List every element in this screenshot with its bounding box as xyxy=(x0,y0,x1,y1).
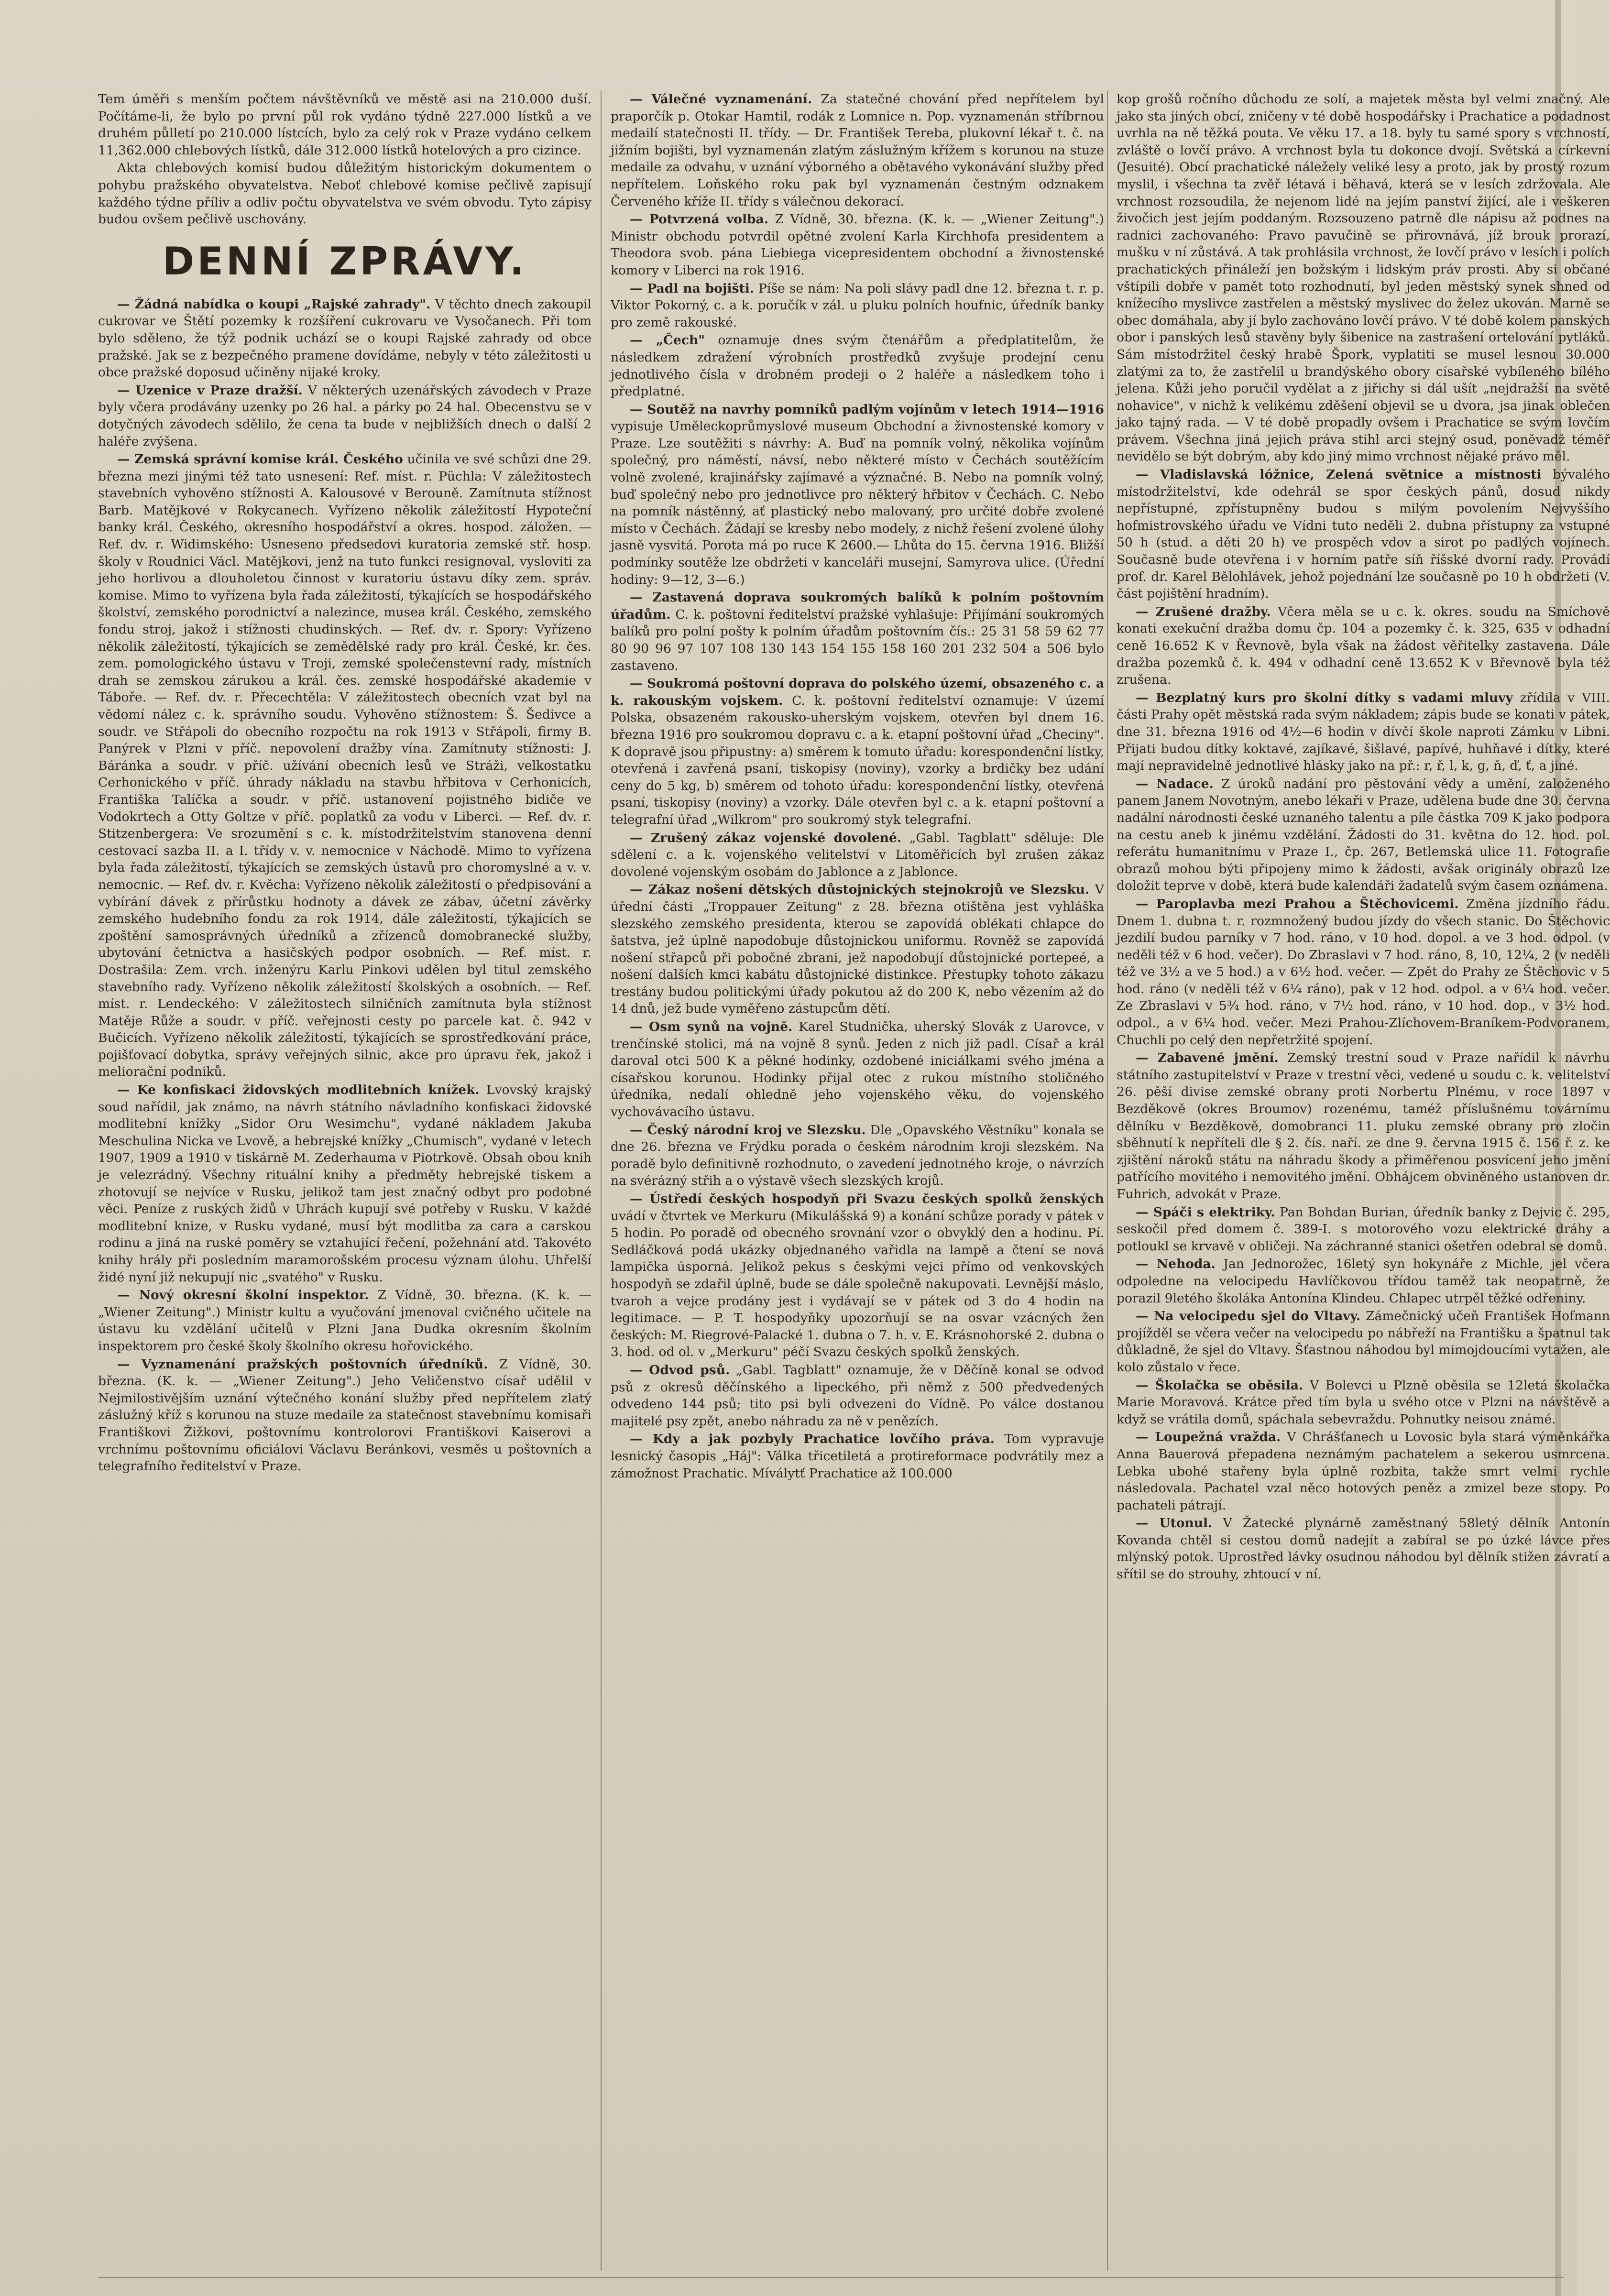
column-rule xyxy=(601,91,602,2271)
article-headline: — Kdy a jak pozbyly Prachatice lovčího práva. xyxy=(630,1432,995,1447)
article-text: V Bolevci u Plzně oběsila se 12letá školačka Marie Moravová. Krátce před tím byla u svého otce v Plzni na návštěvě a když se vrátila domů, spáchala sebevraždu. Pohnutky neisou známé. xyxy=(1117,1378,1610,1427)
article-paragraph xyxy=(1117,603,1610,689)
article-paragraph xyxy=(611,280,1104,331)
article-paragraph xyxy=(98,160,591,228)
article-text: V Chrášťanech u Lovosic byla stará výměnkářka Anna Bauerová přepadena neznámým pachatelem a sekerou usmrcena. Lebka ubohé stařeny byla úplně rozbita, takže smrt velmi rychle následovala. Pachatel vzal něco hotových peněz a zmizel beze stopy. Po pachateli pátrají. xyxy=(1117,1430,1610,1513)
article-paragraph xyxy=(611,1431,1104,1482)
article-text: V těchto dnech zakoupil cukrovar ve Štětí pozemky k rozšíření cukrovaru ve Vysočanech. Při tom bylo sděleno, že týž podnik uchází se o koupi Rajské zahrady od obce pražské. Jak se z bezpečného pramene dovídáme, nebyly v této záležitosti u obce pražské doposud učiněny nijaké kroky. xyxy=(98,296,591,380)
article-paragraph xyxy=(1117,689,1610,775)
article-paragraph xyxy=(1117,91,1610,465)
article-text: učinila ve své schůzi dne 29. března mezi jinými též tato usnesení: Ref. míst. r. Püchla: V záležitostech stavebních vyhověno stížnosti A. Kalousové v Berouně. Zamítnuta stížnost Barb. Matějkové v Rokycanech. Vyřízeno několik záležitostí Hypoteční banky král. Českého, okresního hospodářství a okres. hospod. záložen. — Ref. dv. r. Widimského: Usneseno předsedovi kuratoria zemské stř. hosp. školy v Roudnici Václ. Matějkovi, jenž na tuto funkci resignoval, vysloviti za jeho horlivou a dlouholetou činnost v kuratoriu ústavu díky zem. správ. komise. Mimo to vyřízena byla řada záležitostí, týkajících se hospodářského školství, zemského porodnictví a nalezince, musea král. Českého, zemského fondu stroj, jakož i stížnosti chudinských. — Ref. dv. r. Spory: Vyřízeno několik záležitostí, týkajících se zemědělské rady pro král. České, kr. čes. zem. pomologického ústavu v Troji, zemské společenstevní rady, místních drah se zemskou zárukou a král. čes. zemské hospodářské akademie v Táboře. — Ref. dv. r. Přecechtěla: V záležitostech obecních vzat byl na vědomí nález c. k. správního soudu. Vyhověno stížnostem: Š. Šedivce a soudr. ve Střápoli do obecního rozpočtu na rok 1913 v Střápoli, firmy B. Panýrek v Plzni v příč. nepovolení dražby vína. Zamítnuty stížnosti: J. Báránka a soudr. v příč. užívání obecních lesů ve Stráži, velkostatku Cerhonického v příč. úhrady nákladu na stavbu hřbitova v Cerhonicích, Františka Talíčka a soudr. v příč. ustanovení pojistného bidiče ve Vodokrtech a Otty Goltze v příč. poplatků za vodu v Liberci. — Ref. dv. r. Stitzenbergera: Ve srozumění s c. k. místodržitelstvím stanovena denní cestovací sazba II. a I. třídy v. v. nemocnice v Náchodě. Mimo to vyřízena byla řada záležitostí, týkajících se zemských ústavů pro choromyslné a v. v. nemocnic. — Ref. dv. r. Kvěcha: Vyřízeno několik záležitostí o předpisování a vybírání dávek z přírůstku hodnoty a dávek ze zábav, účetní závěrky zemského hudebního fondu za rok 1914, dále záležitostí, týkajících se zpoštění samosprávných úředníků a zřízenců domobranecké služby, ubytování četnictva a hasičských podpor osobních. — Ref. míst. r. Dostrašila: Zem. vrch. inženýru Karlu Pinkovi udělen byl titul zemského stavebního rady. Vyřízeno několik záležitostí školských a osobních. — Ref. míst. r. Lendeckého: V záležitostech silničních zamítnuta byla stížnost Matěje Růže a soudr. v příč. veřejnosti cesty po parcele kat. č. 942 v Bučicích. Vyřízeno několik záležitostí, týkajících se sprostředkování práce, pojišťovací dobytka, správy veřejných silnic, akce pro úpravu řek, jakož i meliorační podniků. xyxy=(98,452,591,1080)
article-headline: — Zabavené jmění. xyxy=(1136,1050,1279,1066)
article-text: „Gabl. Tagblatt" oznamuje, že v Děčíně konal se odvod psů z okresů děčínského a lipeckého, při němž z 500 předvedených odvedeno 144 psů; tito psi byli odvezeni do Vídně. Po válce dostanou majitelé psy zpět, anebo náhradu za ně v penězích. xyxy=(611,1362,1104,1429)
article-text: Akta chlebových komisí budou důležitým historickým dokumentem o pohybu pražského obyvatelstva. Neboť chlebové komise pečlivě zapisují každého týdne příliv a odliv počtu obyvatelstva ve svém obvodu. Tyto zápisy budou ovšem pečlivě uschovány. xyxy=(98,161,591,227)
article-paragraph xyxy=(1117,1515,1610,1583)
article-headline: — Utonul. xyxy=(1136,1516,1213,1531)
article-headline: — Spáči s elektriky. xyxy=(1136,1204,1275,1220)
article-text: Zámečnický učeň František Hofmann projížděl se včera večer na velocipedu po nábřeží na Františku a špatnul tak důkladně, že sjel do Vltavy. Šťastnou náhodou byl mimojdoucími vytažen, ale kolo zůstalo v řece. xyxy=(1117,1309,1610,1375)
article-headline: — Bezplatný kurs pro školní dítky s vadami mluvy xyxy=(1136,690,1513,705)
article-headline: — Žádná nabídka o koupi „Rajské zahrady". xyxy=(117,296,431,312)
article-headline: — Padl na bojišti. xyxy=(630,281,755,296)
bottom-rule xyxy=(98,2277,1564,2278)
article-paragraph xyxy=(1117,1204,1610,1255)
article-paragraph xyxy=(1117,466,1610,602)
article-headline: — Ústředí českých hospodyň při Svazu českých spolků ženských xyxy=(630,1192,1104,1206)
article-headline: — Na velocipedu sjel do Vltavy. xyxy=(1136,1309,1361,1324)
article-text: Z úroků nadání pro pěstování vědy a umění, založeného panem Janem Novotným, anebo lékaři v Praze, udělena bude dne 30. června nadální národnosti české uznaného talentu a píle částka 709 K jako podpora na cestu aneb k jinému vzdělání. Žádosti do 31. května do 12. hod. pol. referátu humanitnímu v Praze I., čp. 267, Betlemská ulice 11. Fotografie obrazů mohou býti připojeny mimo k žádosti, avšak originály obrazů lze doložit teprve v době, která bude kalendáři žadatelů svým časem oznámena. xyxy=(1117,776,1610,894)
article-paragraph xyxy=(611,589,1104,674)
article-text: Jan Jednorožec, 16letý syn hokynáře z Michle, jel včera odpoledne na velocipedu Havlíčkovou třídou taměž tak neopatrně, že porazil 9letého školáka Antonína Klindeu. Chlapec utrpěl těžké odřeniny. xyxy=(1117,1257,1610,1306)
article-headline: — Potvrzená volba. xyxy=(630,212,768,227)
article-paragraph xyxy=(611,91,1104,210)
article-paragraph xyxy=(611,675,1104,828)
article-text: Zemský trestní soud v Praze nařídil k návrhu státního zastupitelství v Praze v trestní věci, vedené u soudu c. k. velitelství 26. pěší divise zemské obrany proti Norbertu Plnému, v roce 1897 v Bezděkově (okres Broumov) rozenému, taméž příslušnému továrnímu dělníku v Bezděkově, domobranci 11. pluku zemské obrany pro zločin sběhnutí k nepříteli dle § 2. čís. naří. ze dne 9. června 1915 č. 156 ř. z. ke zjištění nároků státu na náhradu škody a přiměřenou posvícení jeho jmění patřícího movitého i nemovitého jmění. Obhájcem obviněného ustanoven dr. Fuhrich, advokát v Praze. xyxy=(1117,1050,1610,1202)
article-paragraph xyxy=(98,91,591,159)
article-headline: — Zemská správní komise král. Českého xyxy=(117,452,403,467)
article-text: vypisuje Uměleckoprůmyslové museum Obchodní a živnostenské komory v Praze. Lze soutěžiti s návrhy: A. Buď na pomník volný, několika vojínům společný, pro náměstí, návsí, nebo některé místo v Čechách soutěžícím volně zvolené, krajinářsky zajímavé a význačné. B. Nebo na pomník volný, buď společný nebo pro jednotlivce pro některý hřbitov v Čechách. C. Nebo na pomník nástěnný, ať plastický nebo malovaný, pro určité dobře zvolené místo v Čechách. Žádají se kresby nebo modely, z nichž řešení zvolené úlohy jasně vysvitá. Porota má po ruce K 2600.— Lhůta do 15. června 1916. Bližší podmínky soutěže lze obdržeti v kanceláři musejní, Samyrova ulice. (Úřední hodiny: 9—12, 3—6.) xyxy=(611,419,1104,587)
article-text: C. k. poštovní ředitelství oznamuje: V území Polska, obsazeném rakousko-uherským vojskem, otevřen byl dnem 16. března 1916 pro soukromou dopravu c. a k. etapní poštovní úřad „Checiny". K dopravě jsou připustny: a) směrem k tomuto úřadu: korespondenční lístky, otevřená i zavřená psaní, tiskopisy (noviny), vzorky a brdičky bez udání ceny do 5 kg, b) směrem od tohoto úřadu: korespondenční lístky, otevřená psaní, tiskopisy (noviny) a vzorky. Dále otevřen byl c. a k. etapní poštovní a telegrafní úřad „Wilkrom" pro soukromý styk telegrafní. xyxy=(611,693,1104,827)
article-headline: — Školačka se oběsila. xyxy=(1136,1378,1303,1393)
article-paragraph xyxy=(1117,1377,1610,1428)
article-text: Lvovský krajský soud nařídil, jak známo, na návrh státního návladního konfiskaci židovské modlitební knížky „Sidor Oru Wesimchu", vydané nákladem Jakuba Meschulina Nicka ve Lvově, a hebrejské knížky „Chumisch", vydané v letech 1907, 1909 a 1910 v tiskárně M. Zederhauma v Piotrkově. Obsah obou knih je velezrádný. Všechny rituální knihy a předměty hebrejské tiskem a zhotovují se nejvíce v Rusku, jelikož tam jest značný odbyt pro podobné věci. Peníze z ruských židů v Uhrách kupují své potřeby v Rusku. V každé modlitební knize, v Rusku vydané, musí být modlitba za cara a carskou rodinu a jiná na ruské poměry se vztahující řečení, požehnání atd. Takovéto knihy hrály při posledním maramorošském procesu význam úlohu. Uhřelší židé nyní již nekupují nic „svatého" v Rusku. xyxy=(98,1082,591,1285)
article-text: oznamuje dnes svým čtenářům a předplatitelům, že následkem zdražení výrobních prostředků zvyšuje prodejní cenu jednotlivého čísla v drobném prodeji o 2 haléře a následkem toho i předplatné. xyxy=(611,333,1104,399)
article-paragraph xyxy=(98,1287,591,1355)
article-text: Píše se nám: Na poli slávy padl dne 12. března t. r. p. Viktor Pokorný, c. a k. poručík v zál. u pluku polních houfnic, úředník banky pro země rakouské. xyxy=(611,281,1104,330)
article-headline: — „Čech" xyxy=(630,333,705,348)
article-paragraph xyxy=(98,1356,591,1475)
article-headline: — Vyznamenání pražských poštovních úředníků. xyxy=(117,1356,488,1372)
article-paragraph xyxy=(611,332,1104,400)
article-headline: — Zastavená doprava soukromých balíků k polním poštovním úřadům. xyxy=(611,590,1104,622)
article-paragraph xyxy=(611,830,1104,881)
article-paragraph xyxy=(1117,1429,1610,1514)
article-headline: — Paroplavba mezi Prahou a Štěchovicemi. xyxy=(1136,896,1459,911)
article-headline: — Soukromá poštovní doprava do polského území, obsazeného c. a k. rakouským vojskem. xyxy=(611,676,1104,708)
article-text: Dle „Opavského Věstníku" konala se dne 26. března ve Frýdku porada o českém národním kroji slezském. Na poradě bylo definitivně rozhodnuto, o zavedení jednotného kroje, o návrzích na svérázný střih a o výstavě všech slezských krojů. xyxy=(611,1122,1104,1189)
article-paragraph xyxy=(1117,896,1610,1049)
article-paragraph xyxy=(98,382,591,450)
article-text: C. k. poštovní ředitelství pražské vyhlašuje: Přijímání soukromých balíků pro polní pošty k polním úřadům poštovním čís.: 25 31 58 59 62 77 80 90 96 97 107 108 130 143 154 155 158 160 201 232 504 a 506 bylo zastaveno. xyxy=(611,607,1104,673)
column-rule xyxy=(1107,91,1108,2271)
article-paragraph xyxy=(98,451,591,1081)
article-paragraph xyxy=(611,1018,1104,1121)
article-headline: — Soutěž na navrhy pomníků padlým vojínům v letech 1914—1916 xyxy=(630,402,1104,417)
article-headline: — Ke konfiskaci židovských modlitebních knížek. xyxy=(117,1082,480,1098)
article-paragraph xyxy=(1117,776,1610,895)
article-text: Za statečné chování před nepřítelem byl praporčík p. Otokar Hamtil, rodák z Lomnice n. Pop. vyznamenán stříbrnou medailí statečnosti II. třídy. — Dr. František Tereba, plukovní lékař t. č. na jižním bojišti, byl vyznamenán zlatým záslužným křížem s korunou na stuze medaile za odvahu, v uznání výborného a obětavého vykonávání služby před nepřítelem. Loňského roku pak byl vyznamenán čestným odznakem Červeného kříže II. třídy s válečnou dekorací. xyxy=(611,92,1104,209)
article-text: „Gabl. Tagblatt" sděluje: Dle sdělení c. a k. vojenského velitelství v Litoměřicích byl zrušen zákaz dovolené vojenským osobám do Jablonce a z Jablonce. xyxy=(611,830,1104,879)
column-1 xyxy=(98,91,591,2281)
article-paragraph xyxy=(611,211,1104,279)
article-paragraph xyxy=(98,1082,591,1286)
article-paragraph xyxy=(611,881,1104,1017)
article-paragraph xyxy=(611,1362,1104,1430)
article-text: Změna jízdního řádu. Dnem 1. dubna t. r. rozmnožený budou jízdy do všech stanic. Do Štěchovic jezdilí budou parníky v 7 hod. ráno, v 10 hod. dopol. a ve 3 hod. odpol. (v neděli též v 6 hod. večer). Do Zbraslavi v 7 hod. ráno, 8, 10, 12¼, 2 (v neděli též ve 3½ a ve 5 hod.) a v 6½ hod. večer. — Zpět do Prahy ze Štěchovic v 5 hod. ráno (v neděli též v 6¼ ráno), pak v 12 hod. odpol. a v 6¼ hod. večer. Ze Zbraslavi v 5¾ hod. ráno, v 7½ hod. ráno, v 10 hod. dop., v 3½ hod. odpol., a v 6¼ hod. večer. Mezi Prahou-Zlíchovem-Braníkem-Podvoranem, Chuchli po celý den nepřetržité spojení. xyxy=(1117,896,1610,1048)
article-text: Pan Bohdan Burian, úředník banky z Dejvic č. 295, seskočil před domem č. 389-I. s motorového vozu elektrické dráhy a potloukl se krvavě v obličeji. Na záchranné stanici ošetřen odebral se domů. xyxy=(1117,1204,1610,1254)
article-paragraph xyxy=(611,401,1104,589)
article-headline: — Nový okresní školní inspektor. xyxy=(117,1288,369,1303)
article-text: Karel Studnička, uherský Slovák z Uarovce, v trenčínské stolici, má na vojně 8 synů. Jeden z nich již padl. Císař a král daroval otci 500 K a pěkné hodinky, ozdobené iniciálkami svého jména a císařskou korunou. Hodinky přijal otec z rukou místního stoličného úředníka, nedalí ohledně jeho vojenského věku, do vojenského vychovávacího ústavu. xyxy=(611,1019,1105,1120)
article-text: Z Vídně, 30. března. (K. k. — „Wiener Zeitung".) Ministr obchodu potvrdil opětné zvolení Karla Kirchhofa presidentem a Theodora svob. pána Liebiega vicepresidentem obchodní a živnostenské komory v Liberci na rok 1916. xyxy=(611,212,1105,278)
article-text: V úřední části „Troppauer Zeitung" z 28. března otištěna jest vyhláška slezského zemského presidenta, kterou se zapovídá oblékati chlapce do šatstva, jež úplně napodobuje důstojnickou uniformu. Rovněž se zapovídá nošení střapců při pobočné zbrani, jež napodobují důstojnické portepeé, a nošení dalších kmci kabátu důstojnické distinkce. Přestupky tohoto zákazu trestány budou politickými úřady pokutou až do 200 K, nebo vězením až do 14 dnů, jež bude vyměřeno zástupcům dětí. xyxy=(611,882,1104,1017)
article-headline: — Zrušený zákaz vojenské dovolené. xyxy=(630,830,902,845)
article-headline: — Zákaz nošení dětských důstojnických stejnokrojů ve Slezsku. xyxy=(630,882,1090,897)
article-text: Tem úměři s menším počtem návštěvníků ve městě asi na 210.000 duší. Počítáme-li, že bylo po první půl rok vydáno týdně 227.000 lístků a ve druhém půlletí po 210.000 lístcích, bylo za celý rok v Praze vydáno celkem 11,362.000 chlebových lístků, dále 312.000 lístků hotelových a pro cizince. xyxy=(98,92,591,158)
article-headline: — Český národní kroj ve Slezsku. xyxy=(630,1122,866,1137)
article-paragraph xyxy=(611,1191,1104,1361)
column-2 xyxy=(611,91,1104,2281)
article-paragraph xyxy=(98,296,591,381)
article-text: kop grošů ročního důchodu ze solí, a majetek města byl velmi značný. Ale jako sta jiných obcí, zničeny v té době hospodářsky i Prachatice a podadnost uvrhla na ně těžká pouta. Ve věku 17. a 18. byly tu samé spory s vrchností, zvláště o lovčí právo. A vrchnost byla tu dokonce dvojí. Světská a církevní (Jesuité). Obcí prachatické náležely veliké lesy a proto, jak by prostý rozum myslil, i všechna ta zvěř létavá i běhavá, která se v lesích zdržovala. Ale vrchnost rozsoudila, že nejenom lidé na jejím panství žijící, ale i veškeren živočich jest jejím poddaným. Rozsouzeno patrně dle nápisu až podnes na radnici zachovaného: Pravo pavučině se přirovnává, jíž brouk prorazí, mušku v ní zůstává. A tak prohlásila vrchnost, že lovčí právo v lesích i polích prachatických přináleží jen božským i lidským práv prosti. Aby si občané vštípili dobře v pamět toto rozhodnutí, byl jeden městský synek shned od knížecího myslivce zastřelen a městský myslivec do želez ukován. Marně se obec domáhala, aby jí bylo zachováno lovčí právo. V té době kolem panských obor i panských lesů stavěny byly šibenice na zastrašení ortelování pytláků. Sám místodržitel český hrabě Špork, vyplatiti se musel lesnou 30.000 zlatými za to, že zastřelil u brandýského obory císařské vybíleného bílého jelena. Kůži jeho poručil vydělat a z jiřichy si dál ušít „nejdražší na světě nohavice", v nichž k velikému zděšení objevil se u dvora, jsa jinak oblečen jako tajný rada. — V té době propadly ovšem i Prachatice se svým lovčím právem. Všechna jiná jejich práva stihl arci stejný osud, poněvadž téměř nevidělo se být dobrým, aby kdo jiný mimo vrchnost nějaké právo měl. xyxy=(1117,92,1610,464)
article-text: V Žatecké plynárně zaměstnaný 58letý dělník Antonín Kovanda chtěl si cestou domů nadejít a zabíral se po úzké lávce přes mlýnský potok. Uprostřed lávky osudnou náhodou byl dělník stižen závratí a sřítil se do strouhy, zhtoucí v ní. xyxy=(1117,1516,1610,1582)
article-headline: — Uzenice v Praze dražší. xyxy=(117,383,303,398)
article-paragraph xyxy=(1117,1256,1610,1307)
article-text: zřídila v VIII. části Prahy opět městská rada svým nákladem; zápis bude se konati v pátek, dne 31. března 1916 od 4½—6 hodin v dívčí škole naproti Zámku v Libni. Přijati budou dítky koktavé, zajíkavé, šišlavé, papívé, huhňavé i dítky, které mají nepravidelně jednotlivé hlásky jako na př.: r, ř, l, k, g, ň, ď, ť, a jiné. xyxy=(1117,690,1610,774)
article-headline: — Zrušené dražby. xyxy=(1136,604,1271,619)
article-text: Z Vídně, 30. března. (K. k. — „Wiener Zeitung".) Ministr kultu a vyučování jmenoval cvičného učitele na ústavu ku vzdělání učitelů v Plzni Jana Dudka okresním školním inspektorem pro české školy školního okresu hořovického. xyxy=(98,1288,591,1354)
article-paragraph xyxy=(1117,1050,1610,1203)
article-text: Tom vypravuje lesnický časopis „Háj": Válka třicetiletá a protireformace podvrátily mez a zámožnost Prachatic. Míválytť Prachatice až 100.000 xyxy=(611,1432,1104,1481)
article-headline: — Osm synů na vojně. xyxy=(630,1019,793,1035)
article-headline: — Nehoda. xyxy=(1136,1257,1216,1272)
article-headline: — Loupežná vražda. xyxy=(1136,1430,1281,1445)
article-paragraph xyxy=(611,1122,1104,1190)
article-paragraph xyxy=(1117,1308,1610,1376)
column-3 xyxy=(1117,91,1610,2281)
article-headline: — Nadace. xyxy=(1136,776,1214,791)
article-headline: — Odvod psů. xyxy=(630,1362,730,1378)
article-text: Včera měla se u c. k. okres. soudu na Smíchově konati exekuční dražba domu čp. 104 a pozemky č. k. 325, 635 v odhadní ceně 16.652 K v Řevnově, byla však na žádost věřitelky zastavena. Dále dražba pozemků č. k. 494 v odhadní ceně 13.652 K v Břevnově byla též zrušena. xyxy=(1117,604,1610,688)
section-heading: DENNÍ ZPRÁVY. xyxy=(162,239,527,284)
article-text: bývalého místodržitelství, kde odehrál se spor českých pánů, dosud nikdy nepřístupné, zpřístupněny budou s milým povolením Nejvyššího hofmistrovského úřadu ve Vídni tuto neděli 2. dubna přístupny za vstupné 50 h (stud. a děti 20 h) ve prospěch vdov a sirot po padlých vojínech. Současně bude otevřena i v horním patře síň říšské dvorní rady. Provádí prof. dr. Karel Bělohlávek, jehož pojednání lze současně po 10 h obdržeti (V. část pojištění hradním). xyxy=(1117,467,1610,601)
article-headline: — Vladislavská lóžnice, Zelená světnice a místnosti xyxy=(1136,467,1542,482)
article-text: V některých uzenářských závodech v Praze byly včera prodávány uzenky po 26 hal. a párky po 24 hal. Obecenstvu se v dotyčných závodech sdělilo, že cena ta bude v nejbližších dnech o další 2 haléře zvýšena. xyxy=(98,383,591,449)
article-text: Z Vídně, 30. března. (K. k. — „Wiener Zeitung".) Jeho Veličenstvo císař udělil v Nejmilostivějším uznání výtečného konání služby před nepřítelem zlatý záslužný kříž s korunou na stuze medaile za statečnost stavebnímu komisaři Františkovi Žižkovi, poštovnímu kontrolorovi Františkovi Kaiserovi a vrchnímu poštovnímu oficiálovi Václavu Beránkovi, vesměs u poštovních a telegrafního ředitelství v Praze. xyxy=(98,1356,591,1474)
article-text: uvádí v čtvrtek ve Merkuru (Mikulášská 9) a konání schůze porady v pátek v 5 hodin. Po poradě od obecného srovnání vzor o obvyklý den a hodinu. Pí. Sedláčková podá ukázky objednaného vařidla na lampě a čtení se nová lampička úsporná. Jelikož pekus s českými vejci přímo od venkovských hospodyň se zdařil úplně, bude se dále společně nakupovati. Levnější máslo, tvaroh a vejce prodány jest i vydávají se v pátek od 3 do 4 hodin na legitimace. — P. T. hospodyňky upozorňují se na osvar vzácných žen českých: M. Riegrové-Palacké 1. dubna o 7. h. v. E. Krásnohorské 2. dubna o 3. hod. od ol. v „Merkuru" péčí Svazu českých spolků ženských. xyxy=(611,1208,1104,1360)
article-headline: — Válečné vyznamenání. xyxy=(630,92,812,107)
